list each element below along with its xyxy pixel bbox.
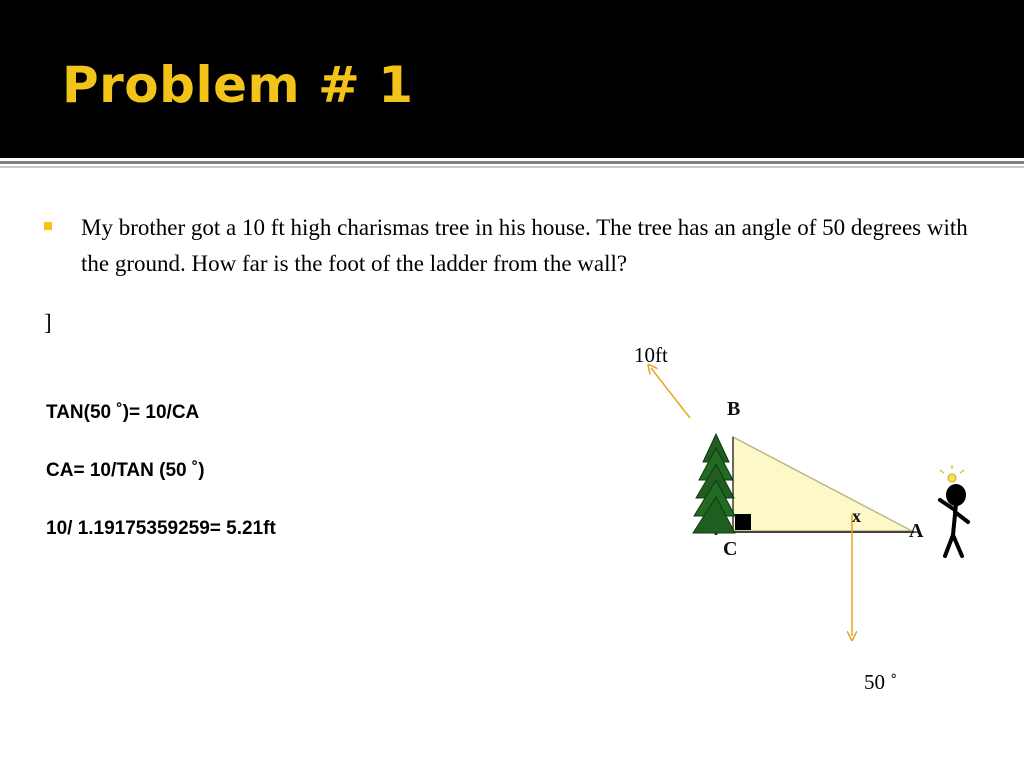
x-label: x xyxy=(852,506,861,526)
slide-title: Problem # 1 xyxy=(62,56,414,114)
right-angle-marker xyxy=(735,514,751,530)
stray-bracket: ] xyxy=(44,310,52,335)
point-c-label: C xyxy=(723,538,738,560)
stick-figure-icon xyxy=(940,486,968,556)
height-arrow xyxy=(651,368,690,418)
christmas-tree-icon xyxy=(693,434,735,535)
equation-3: 10/ 1.19175359259= 5.21ft xyxy=(46,518,276,539)
point-b-label: B xyxy=(727,398,741,420)
angle-label: 50 ˚ xyxy=(864,670,898,694)
height-label: 10ft xyxy=(634,343,668,367)
point-a-label: A xyxy=(909,520,924,542)
equation-2: CA= 10/TAN (50 ˚) xyxy=(46,460,205,481)
lightbulb-icon xyxy=(940,465,964,482)
equation-1: TAN(50 ˚)= 10/CA xyxy=(46,402,200,423)
right-triangle xyxy=(733,437,912,531)
problem-text: My brother got a 10 ft high charismas tree in his house. The tree has an angle of 50 degrees with the ground. How far is the foot of the ladder from the wall? xyxy=(81,215,968,276)
